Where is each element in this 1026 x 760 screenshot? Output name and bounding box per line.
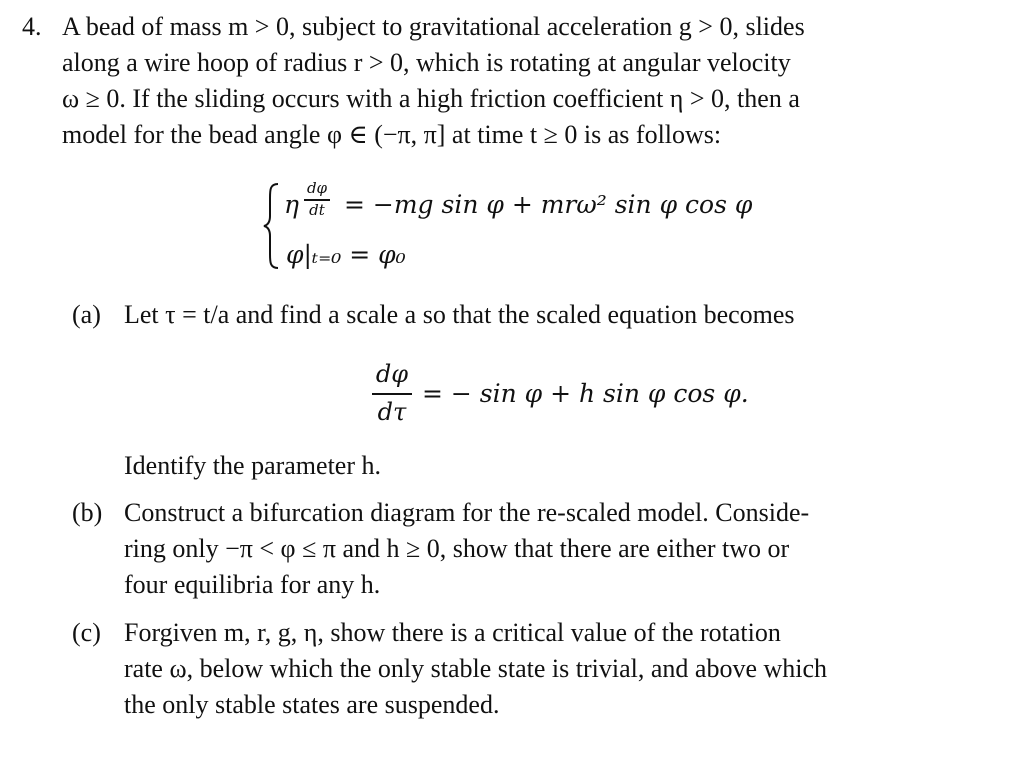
intro-line-4: model for the bead angle φ ∈ (−π, π] at time t ≥ 0 is as follows: bbox=[62, 120, 722, 149]
part-b-label: (b) bbox=[72, 498, 103, 527]
part-b-line-3: four equilibria for any h. bbox=[124, 570, 381, 599]
intro-line-3: ω ≥ 0. If the sliding occurs with a high friction coefficient η > 0, then a bbox=[62, 84, 800, 113]
eq1-coeff: η bbox=[284, 190, 299, 219]
eq1-frac-num: dφ bbox=[306, 179, 328, 197]
scaled-frac-num: dφ bbox=[375, 360, 409, 388]
eq2-initial-condition: φ|ₜ₌₀ = φ₀ bbox=[286, 240, 406, 269]
intro-line-1: A bead of mass m > 0, subject to gravitational acceleration g > 0, slides bbox=[62, 12, 805, 41]
eq1-frac-den: dt bbox=[309, 201, 325, 219]
eq1-rhs: = −mg sin φ + mrω² sin φ cos φ bbox=[344, 190, 753, 219]
part-a-line-1: Let τ = t/a and find a scale a so that the scaled equation becomes bbox=[124, 300, 795, 329]
intro-line-2: along a wire hoop of radius r > 0, which is rotating at angular velocity bbox=[62, 48, 791, 77]
scaled-rhs: = − sin φ + h sin φ cos φ. bbox=[422, 379, 749, 408]
part-c-line-2: rate ω, below which the only stable state is trivial, and above which bbox=[124, 654, 828, 683]
problem-number: 4. bbox=[22, 12, 42, 41]
scaled-frac-bar bbox=[372, 393, 412, 395]
part-b-line-2: ring only −π < φ ≤ π and h ≥ 0, show that there are either two or bbox=[124, 534, 790, 563]
part-b-line-1: Construct a bifurcation diagram for the re-scaled model. Conside- bbox=[124, 498, 810, 527]
part-a-label: (a) bbox=[72, 300, 101, 329]
part-c-line-1: Forgiven m, r, g, η, show there is a critical value of the rotation bbox=[124, 618, 781, 647]
part-c-line-3: the only stable states are suspended. bbox=[124, 690, 500, 719]
left-brace-icon bbox=[262, 182, 282, 270]
scaled-frac-den: dτ bbox=[377, 398, 407, 426]
part-a-followup: Identify the parameter h. bbox=[124, 451, 381, 480]
part-c-label: (c) bbox=[72, 618, 101, 647]
